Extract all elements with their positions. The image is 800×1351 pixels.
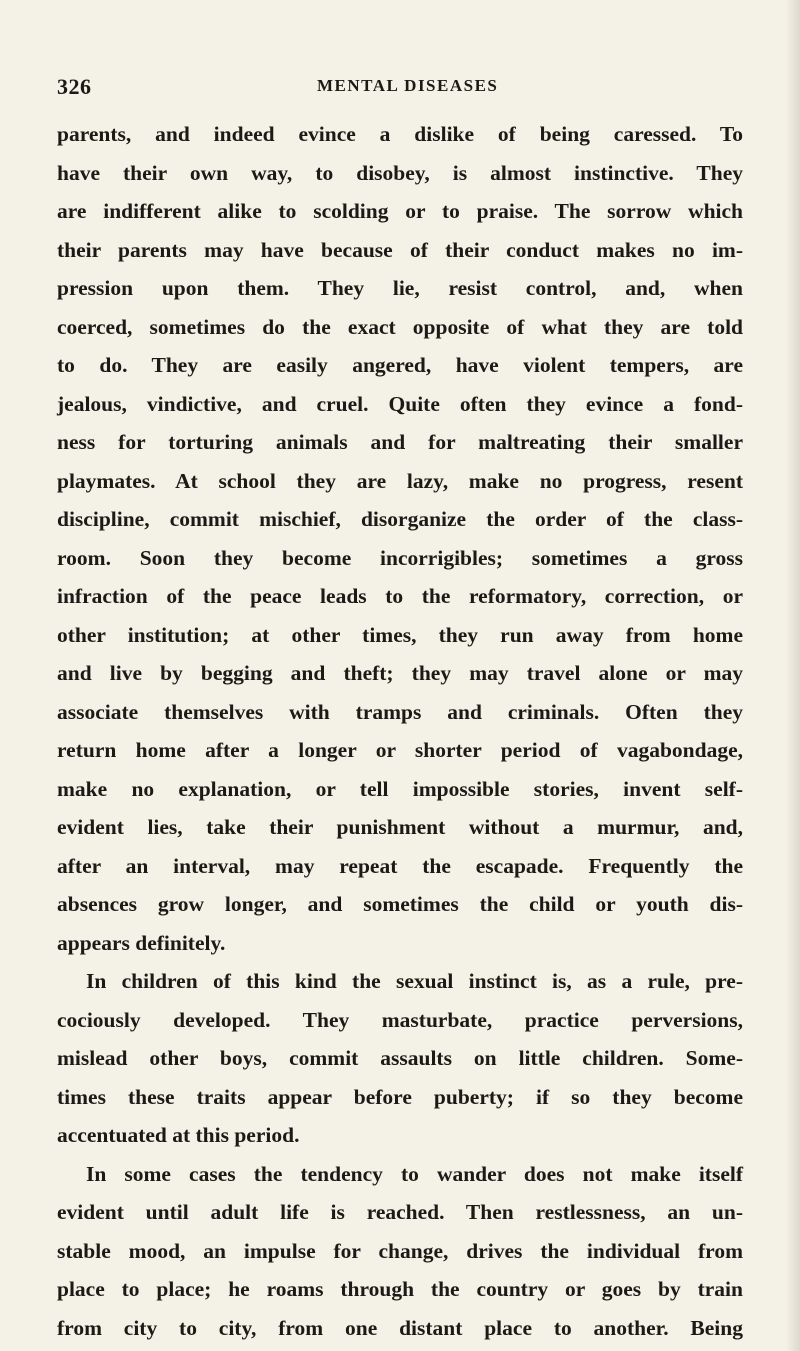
text-line: other institution; at other times, they run away from home [57,622,743,647]
paragraph-start-line: In children of this kind the sexual instinct is, as a rule, pre- [86,969,743,993]
text-line: infraction of the peace leads to the reformatory, correction, or [57,584,743,608]
text-line: after an interval, may repeat the escapade. Frequently the [57,853,743,878]
text-line: coerced, sometimes do the exact opposite of what they are told [57,314,743,339]
text-line: associate themselves with tramps and criminals. Often they [57,699,743,724]
paragraph-end-line: accentuated at this period. [57,1123,300,1147]
text-line: discipline, commit mischief, disorganize the order of the class- [57,507,743,531]
page-edge-shadow [786,0,800,1351]
text-line: evident lies, take their punishment without a murmur, and, [57,815,743,839]
text-line: from city to city, from one distant place to another. Being [57,1315,743,1340]
text-line: to do. They are easily angered, have violent tempers, are [57,353,743,377]
text-line: playmates. At school they are lazy, make no progress, resent [57,468,743,493]
running-head: MENTAL DISEASES [317,76,499,95]
text-line: mislead other boys, commit assaults on little children. Some- [57,1046,743,1070]
text-line: ness for torturing animals and for maltreating their smaller [57,430,743,454]
paragraph-start-line: In some cases the tendency to wander does not make itself [86,1161,743,1186]
text-line: stable mood, an impulse for change, drives the individual from [57,1238,743,1263]
text-line: have their own way, to disobey, is almost instinctive. They [57,160,743,185]
text-line: their parents may have because of their conduct makes no im- [57,237,743,262]
text-line: room. Soon they become incorrigibles; sometimes a gross [57,545,743,570]
text-line: cociously developed. They masturbate, practice perversions, [57,1007,743,1032]
text-line: place to place; he roams through the country or goes by train [57,1277,743,1301]
text-line: are indifferent alike to scolding or to praise. The sorrow which [57,199,743,223]
text-line: pression upon them. They lie, resist control, and, when [57,276,743,300]
text-line: and live by begging and theft; they may travel alone or may [57,661,743,685]
text-line: make no explanation, or tell impossible stories, invent self- [57,776,743,801]
paragraph-end-line: appears definitely. [57,930,226,955]
text-line: evident until adult life is reached. Then restlessness, an un- [57,1200,743,1224]
body-text [57,115,743,1347]
text-line: jealous, vindictive, and cruel. Quite often they evince a fond- [57,391,743,416]
text-line: parents, and indeed evince a dislike of being caressed. To [57,122,743,146]
text-line: return home after a longer or shorter period of vagabondage, [57,738,743,762]
text-line: absences grow longer, and sometimes the child or youth dis- [57,892,743,916]
page-header [57,74,743,104]
text-line: times these traits appear before puberty; if so they become [57,1084,743,1109]
page-number: 326 [57,74,92,99]
